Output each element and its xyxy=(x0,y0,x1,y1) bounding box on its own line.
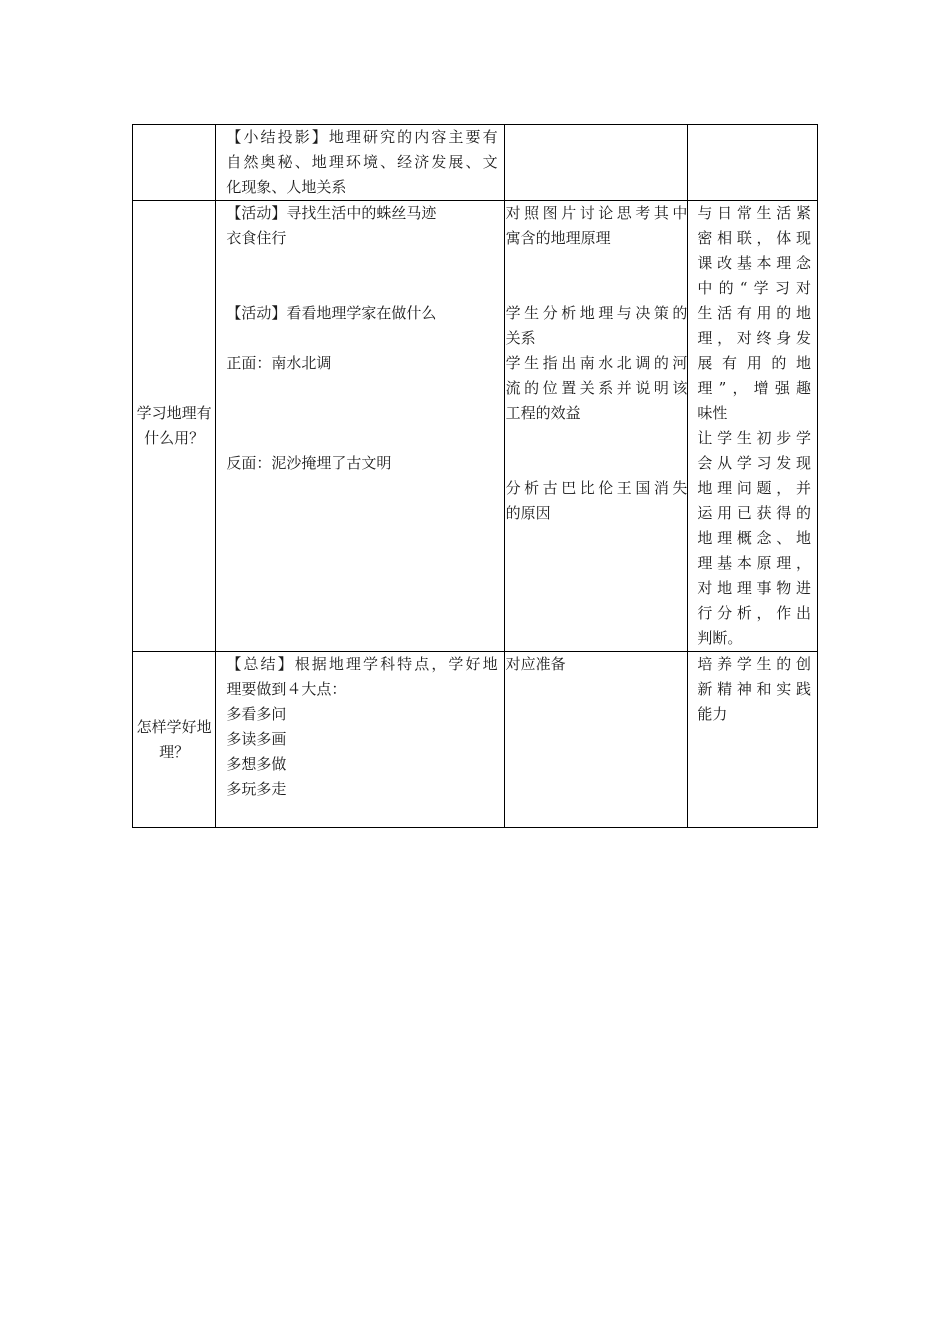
intent-line-9: 味性 xyxy=(697,404,728,422)
intent-line-17: 行分析，作出 xyxy=(697,604,811,622)
intent-line-10: 让学生初步学 xyxy=(697,429,811,447)
student-a4-line-1: 分析古巴比伦王国消失 xyxy=(505,479,688,497)
intent-line-16: 对地理事物进 xyxy=(697,579,811,597)
teacher-activity-cell xyxy=(216,201,504,652)
intent-line-1: 与日常生活紧 xyxy=(697,204,811,222)
intent-line-6: 理，对终身发 xyxy=(697,329,811,347)
intent-line-2: 密相联，体现 xyxy=(697,229,811,247)
back-example: 反面：泥沙掩埋了古文明 xyxy=(226,454,392,472)
student-a3-line-2: 流的位置关系并说明该 xyxy=(505,379,688,397)
summary-line-1: 【小结投影】地理研究的内容主要有 xyxy=(226,128,498,146)
student-a2-line-2: 关系 xyxy=(505,329,536,347)
front-example: 正面：南水北调 xyxy=(226,354,332,372)
table-row-why-learn xyxy=(133,201,818,652)
intent-line-2: 新精神和实践 xyxy=(697,680,811,698)
design-intent-cell-empty xyxy=(688,125,818,201)
summary-line-2: 自然奥秘、地理环境、经济发展、文 xyxy=(226,153,498,171)
intent-line-11: 会从学习发现 xyxy=(697,454,811,472)
intent-line-7: 展 有 用 的 地 xyxy=(697,354,811,372)
summary-line-1: 【总结】根据地理学科特点，学好地 xyxy=(226,655,498,673)
tip-read-draw: 多读多画 xyxy=(226,730,287,748)
intent-line-3: 课改基本理念 xyxy=(697,254,811,272)
section-title-line-2: 理？ xyxy=(159,742,190,761)
student-a3-line-3: 工程的效益 xyxy=(505,404,581,422)
section-cell-why-learn xyxy=(133,201,216,652)
student-a1-line-1: 对照图片讨论思考其中 xyxy=(505,204,688,222)
student-a2-line-1: 学生分析地理与决策的 xyxy=(505,304,688,322)
section-title-line-1: 怎样学好地 xyxy=(136,717,212,736)
intent-line-18: 判断。 xyxy=(697,629,743,647)
intent-line-15: 理基本原理， xyxy=(697,554,811,572)
lesson-plan-table xyxy=(132,124,818,828)
intent-line-12: 地理问题，并 xyxy=(697,479,811,497)
design-intent-cell xyxy=(688,652,818,828)
section-cell-empty xyxy=(133,125,216,201)
activity-find-traces: 【活动】寻找生活中的蛛丝马迹 xyxy=(226,204,437,222)
student-a4-line-2: 的原因 xyxy=(505,504,551,522)
student-a3-line-1: 学生指出南水北调的河 xyxy=(505,354,688,372)
section-cell-how-learn xyxy=(133,652,216,828)
student-activity-cell xyxy=(504,652,688,828)
activity-geographer: 【活动】看看地理学家在做什么 xyxy=(226,304,437,322)
section-title-line-1: 学习地理有 xyxy=(136,404,212,422)
student-activity-cell xyxy=(504,201,688,652)
student-prepare: 对应准备 xyxy=(505,655,566,673)
section-title-line-2: 什么用？ xyxy=(144,429,205,447)
table-row-summary xyxy=(133,125,818,201)
intent-line-1: 培养学生的创 xyxy=(697,655,811,673)
teacher-activity-cell xyxy=(216,125,504,201)
intent-line-5: 生活有用的地 xyxy=(697,304,811,322)
tip-look-ask: 多看多问 xyxy=(226,705,287,723)
intent-line-14: 地理概念、地 xyxy=(697,529,811,547)
teacher-activity-cell xyxy=(216,652,504,828)
summary-line-3: 化现象、人地关系 xyxy=(226,178,347,196)
tip-think-do: 多想多做 xyxy=(226,755,287,773)
student-a1-line-2: 寓含的地理原理 xyxy=(505,229,611,247)
student-activity-cell-empty xyxy=(504,125,688,201)
summary-line-2: 理要做到４大点： xyxy=(226,680,347,698)
design-intent-cell xyxy=(688,201,818,652)
intent-line-3: 能力 xyxy=(697,705,728,723)
intent-line-4: 中的“学习对 xyxy=(697,279,811,297)
intent-line-13: 运用已获得的 xyxy=(697,504,811,522)
tip-play-walk: 多玩多走 xyxy=(226,780,287,798)
activity-find-traces-sub: 衣食住行 xyxy=(226,229,287,247)
table-row-how-learn xyxy=(133,652,818,828)
intent-line-8: 理”，增强趣 xyxy=(697,379,811,397)
